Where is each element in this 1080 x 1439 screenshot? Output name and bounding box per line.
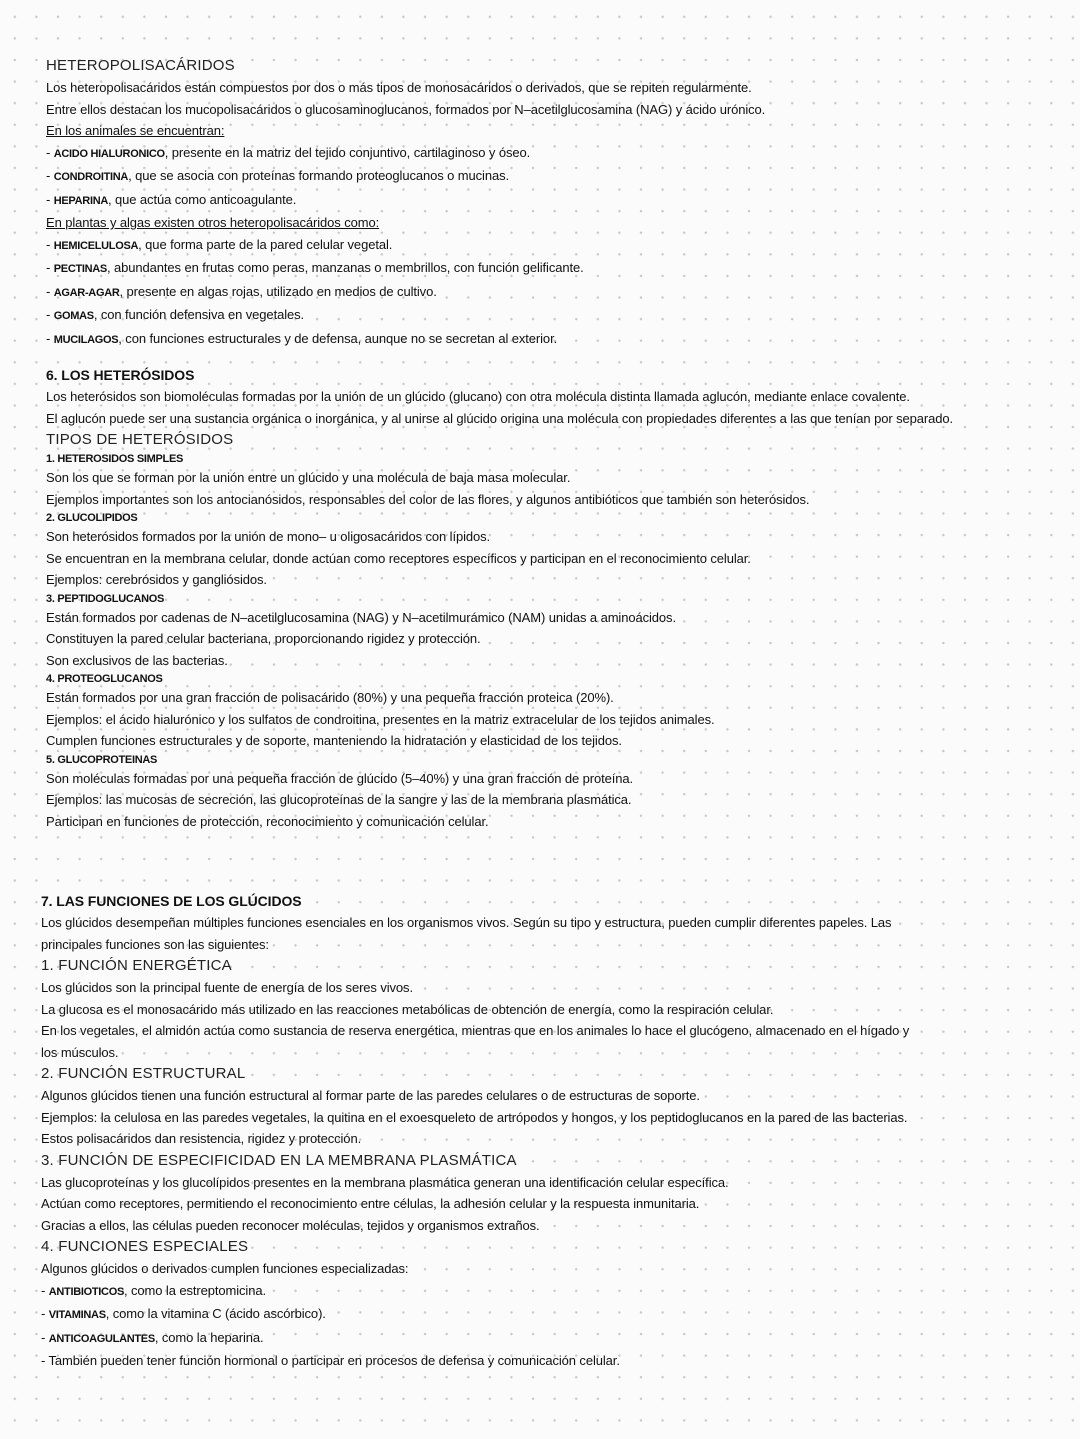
term: HEMICELULOSA bbox=[53, 239, 139, 252]
term: CONDROITINA bbox=[53, 171, 129, 183]
section-title: 6. LOS HETERÓSIDOS bbox=[46, 367, 195, 383]
item-text: , con funciones estructurales y de defensa, aunque no se secretan al exterior. bbox=[118, 330, 558, 346]
paragraph: Entre ellos destacan los mucopolisacáridos o glucosaminoglucanos, formados por N–acetilglucosamina (NAG) y ácido urónico. bbox=[46, 101, 766, 117]
list-item: - GOMAS, con función defensiva en vegetales. bbox=[46, 307, 305, 322]
paragraph: En los vegetales, el almidón actúa como sustancia de reserva energética, mientras que en los animales lo hace el glucógeno, almacenado en el hígado y bbox=[41, 1023, 910, 1038]
paragraph: Los heteropolisacáridos están compuestos por dos o más tipos de monosacáridos o derivados, que se repiten regularmente. bbox=[46, 80, 752, 95]
type-title: 4. PROTEOGLUCANOS bbox=[46, 673, 163, 685]
item-text: , que se asocia con proteínas formando proteoglucanos o mucinas. bbox=[128, 168, 510, 183]
paragraph: Son heterósidos formados por la unión de mono– u oligosacáridos con lípidos. bbox=[46, 529, 491, 544]
list-item: - ANTIBIOTICOS, como la estreptomicina. bbox=[41, 1282, 266, 1298]
list-item: - HEMICELULOSA, que forma parte de la pared celular vegetal. bbox=[46, 236, 393, 252]
paragraph: los músculos. bbox=[41, 1044, 119, 1060]
section-funciones bbox=[41, 890, 1051, 1372]
subheading-animales: En los animales se encuentran: bbox=[46, 123, 225, 138]
list-item: - MUCILAGOS, con funciones estructurales y de defensa, aunque no se secretan al exterior. bbox=[46, 330, 558, 346]
type-title: 3. PEPTIDOGLUCANOS bbox=[46, 592, 165, 605]
item-text: , presente en algas rojas, utilizado en medios de cultivo. bbox=[119, 283, 437, 299]
type-title: 1. HETEROSIDOS SIMPLES bbox=[46, 453, 184, 465]
paragraph: Cumplen funciones estructurales y de soporte, manteniendo la hidratación y elasticidad de los tejidos. bbox=[46, 733, 622, 748]
item-text: , que actúa como anticoagulante. bbox=[107, 191, 297, 207]
paragraph: Son los que se forman por la unión entre un glúcido y una molécula de baja masa molecular. bbox=[46, 470, 571, 485]
term: AGAR-AGAR bbox=[53, 286, 120, 299]
item-text: , como la estreptomicina. bbox=[123, 1282, 266, 1298]
list-item: - VITAMINAS, como la vitamina C (ácido ascórbico). bbox=[41, 1306, 326, 1321]
paragraph: Los heterósidos son biomoléculas formadas por la unión de un glúcido (glucano) con otra molécula distinta llamada aglucón, mediante enlace covalente. bbox=[46, 389, 910, 404]
paragraph: Gracias a ellos, las células pueden reconocer moléculas, tejidos y organismos extraños. bbox=[41, 1217, 540, 1233]
paragraph: Algunos glúcidos tienen una función estructural al formar parte de las paredes celulares o de estructuras de soporte. bbox=[41, 1088, 700, 1103]
function-title: 1. FUNCIÓN ENERGÉTICA bbox=[41, 957, 232, 974]
item-text: , abundantes en frutas como peras, manzanas o membrillos, con función gelificante. bbox=[106, 260, 584, 275]
term: VITAMINAS bbox=[48, 1309, 106, 1321]
paragraph: Son exclusivos de las bacterias. bbox=[46, 652, 228, 668]
list-item: - ACIDO HIALURONICO, presente en la matriz del tejido conjuntivo, cartilaginoso y óseo. bbox=[46, 144, 531, 160]
paragraph: Ejemplos: cerebrósidos y gangliósidos. bbox=[46, 572, 267, 587]
item-text: , como la vitamina C (ácido ascórbico). bbox=[105, 1306, 326, 1321]
item-text: , que forma parte de la pared celular vegetal. bbox=[138, 236, 393, 252]
list-item: - PECTINAS, abundantes en frutas como peras, manzanas o membrillos, con función gelificante. bbox=[46, 260, 584, 275]
paragraph: El aglucón puede ser una sustancia orgánica o inorgánica, y al unirse al glúcido origina una molécula con propiedades diferentes a las que tenían por separado. bbox=[46, 410, 953, 426]
paragraph: Algunos glúcidos o derivados cumplen funciones especializadas: bbox=[41, 1261, 409, 1276]
term: ANTICOAGULANTES bbox=[48, 1332, 155, 1345]
paragraph: Ejemplos: la celulosa en las paredes vegetales, la quitina en el exoesqueleto de artrópodos y hongos, y los peptidoglucanos en la pared de las bacterias. bbox=[41, 1109, 908, 1125]
term: ANTIBIOTICOS bbox=[48, 1285, 124, 1298]
paragraph: Son moléculas formadas por una pequeña fracción de glúcido (5–40%) y una gran fracción de proteína. bbox=[46, 770, 634, 786]
paragraph: Están formados por una gran fracción de polisacárido (80%) y una pequeña fracción proteica (20%). bbox=[46, 690, 614, 705]
paragraph: La glucosa es el monosacárido más utilizado en las reacciones metabólicas de obtención de energía, como la respiración celular. bbox=[41, 1001, 774, 1017]
paragraph: Actúan como receptores, permitiendo el reconocimiento entre células, la adhesión celular y la respuesta inmunitaria. bbox=[41, 1196, 700, 1211]
term: GOMAS bbox=[53, 310, 94, 322]
subsection-title: TIPOS DE HETERÓSIDOS bbox=[46, 431, 234, 448]
subheading-plantas: En plantas y algas existen otros heteropolisacáridos como: bbox=[46, 215, 380, 230]
item-text: , como la heparina. bbox=[154, 1329, 264, 1345]
paragraph: Estos polisacáridos dan resistencia, rigidez y protección. bbox=[41, 1131, 362, 1146]
section-title: 7. LAS FUNCIONES DE LOS GLÚCIDOS bbox=[41, 893, 302, 909]
list-item: - ANTICOAGULANTES, como la heparina. bbox=[41, 1329, 264, 1345]
term: PECTINAS bbox=[53, 263, 107, 275]
item-text: , con función defensiva en vegetales. bbox=[93, 307, 305, 322]
paragraph: Ejemplos: el ácido hialurónico y los sulfatos de condroitina, presentes en la matriz extracelular de los tejidos animales. bbox=[46, 711, 715, 727]
term: MUCILAGOS bbox=[53, 333, 119, 346]
type-title: 2. GLUCOLIPIDOS bbox=[46, 512, 138, 524]
function-title: 3. FUNCIÓN DE ESPECIFICIDAD EN LA MEMBRANA PLASMÁTICA bbox=[41, 1151, 517, 1169]
paragraph: Se encuentran en la membrana celular, donde actúan como receptores específicos y participan en el reconocimiento celular. bbox=[46, 550, 751, 566]
paragraph: Ejemplos: las mucosas de secreción, las glucoproteínas de la sangre y las de la membrana plasmática. bbox=[46, 792, 632, 807]
function-title: 4. FUNCIONES ESPECIALES bbox=[41, 1238, 249, 1255]
section-heterosidos bbox=[46, 364, 1056, 832]
term: HEPARINA bbox=[53, 194, 108, 207]
list-item: - También pueden tener función hormonal o participar en procesos de defensa y comunicación celular. bbox=[41, 1353, 620, 1368]
paragraph: Ejemplos importantes son los antocianósidos, responsables del color de las flores, y algunos antibióticos que también son heterósidos. bbox=[46, 491, 810, 507]
paragraph: Participan en funciones de protección, reconocimiento y comunicación celular. bbox=[46, 813, 489, 829]
list-item: - CONDROITINA, que se asocia con proteínas formando proteoglucanos o mucinas. bbox=[46, 168, 510, 183]
term: ACIDO HIALURONICO bbox=[53, 147, 165, 160]
paragraph: Están formados por cadenas de N–acetilglucosamina (NAG) y N–acetilmurámico (NAM) unidas a aminoácidos. bbox=[46, 609, 676, 625]
paragraph: Las glucoproteínas y los glucolípidos presentes en la membrana plasmática generan una identificación celular específica. bbox=[41, 1174, 729, 1190]
item-text: , presente en la matriz del tejido conjuntivo, cartilaginoso y óseo. bbox=[164, 144, 531, 160]
paragraph: Los glúcidos son la principal fuente de energía de los seres vivos. bbox=[41, 980, 413, 995]
paragraph: Constituyen la pared celular bacteriana, proporcionando rigidez y protección. bbox=[46, 631, 481, 646]
list-item: - AGAR-AGAR, presente en algas rojas, utilizado en medios de cultivo. bbox=[46, 283, 437, 299]
section-title: HETEROPOLISACÁRIDOS bbox=[46, 57, 235, 74]
list-item: - HEPARINA, que actúa como anticoagulante. bbox=[46, 191, 297, 207]
paragraph: principales funciones son las siguientes: bbox=[41, 936, 269, 952]
function-title: 2. FUNCIÓN ESTRUCTURAL bbox=[41, 1065, 246, 1082]
section-heteropolisacaridos bbox=[46, 55, 1056, 351]
paragraph: Los glúcidos desempeñan múltiples funciones esenciales en los organismos vivos. Según su tipo y estructura, pueden cumplir diferentes papeles. Las bbox=[41, 915, 892, 930]
type-title: 5. GLUCOPROTEINAS bbox=[46, 753, 158, 766]
